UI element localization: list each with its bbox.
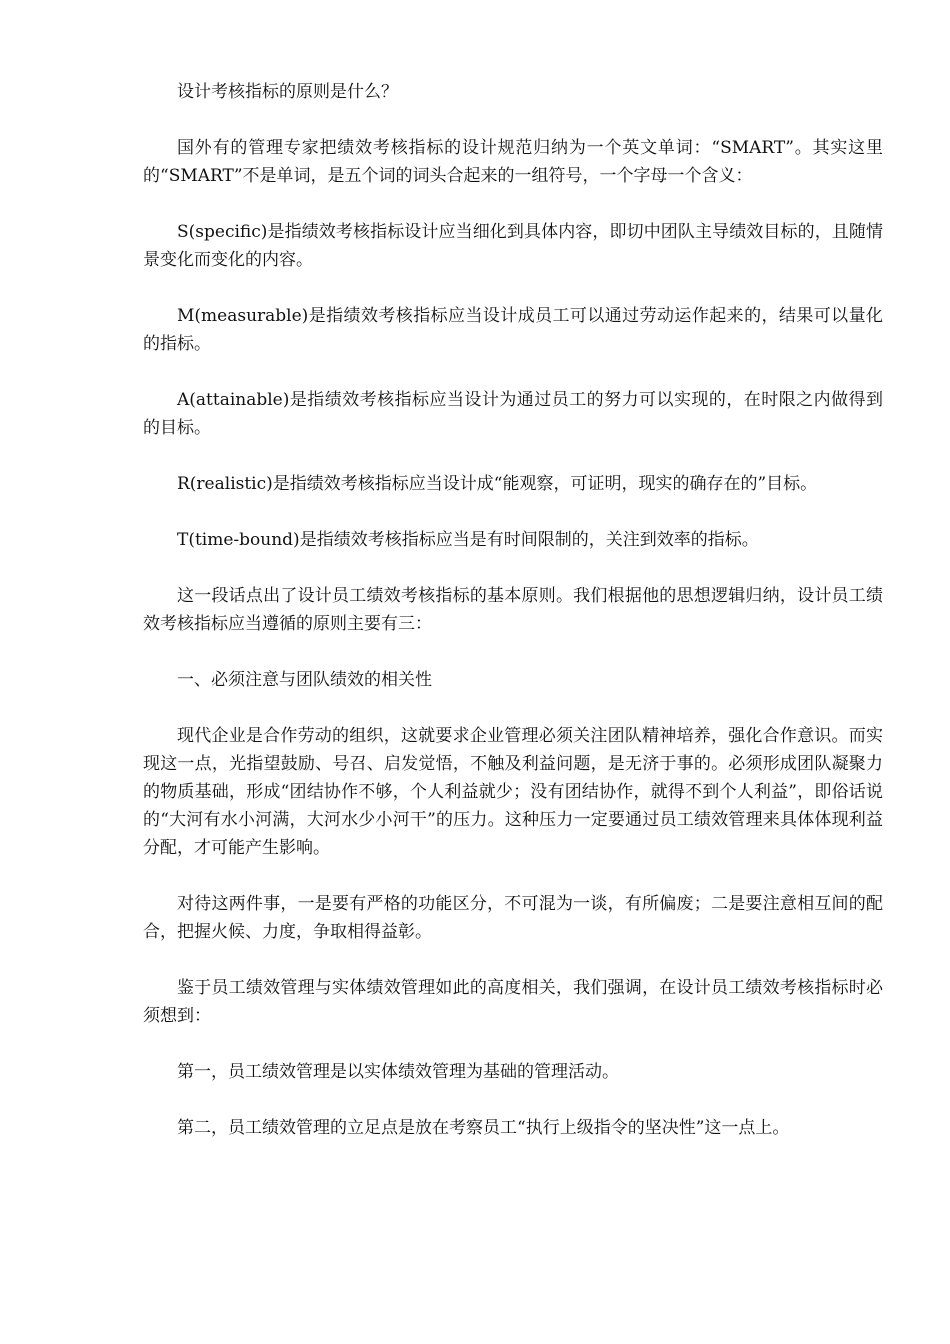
question-title: 设计考核指标的原则是什么？: [177, 82, 398, 102]
two-things-paragraph: 对待这两件事，一是要有严格的功能区分，不可混为一谈，有所偏废；二是要注意相互间的配合，把握火候、力度，争取相得益彰。: [143, 894, 883, 942]
section-heading-one: 一、必须注意与团队绩效的相关性: [177, 670, 432, 690]
document-body: [143, 78, 883, 1170]
smart-t-paragraph: T(time-bound)是指绩效考核指标应当是有时间限制的，关注到效率的指标。: [177, 530, 759, 550]
relevance-paragraph: 鉴于员工绩效管理与实体绩效管理如此的高度相关，我们强调，在设计员工绩效考核指标时必须想到：: [143, 978, 883, 1026]
principles-summary-paragraph: 这一段话点出了设计员工绩效考核指标的基本原则。我们根据他的思想逻辑归纳，设计员工绩效考核指标应当遵循的原则主要有三：: [143, 586, 883, 634]
point-one-paragraph: 第一，员工绩效管理是以实体绩效管理为基础的管理活动。: [177, 1062, 619, 1082]
smart-m-paragraph: M(measurable)是指绩效考核指标应当设计成员工可以通过劳动运作起来的，结果可以量化的指标。: [143, 306, 883, 354]
smart-r-paragraph: R(realistic)是指绩效考核指标应当设计成“能观察，可证明，现实的确存在的”目标。: [177, 474, 818, 494]
smart-s-paragraph: S(specific)是指绩效考核指标设计应当细化到具体内容，即切中团队主导绩效目标的，且随情景变化而变化的内容。: [143, 222, 883, 270]
point-two-paragraph: 第二，员工绩效管理的立足点是放在考察员工“执行上级指令的坚决性”这一点上。: [177, 1118, 790, 1138]
smart-intro-paragraph: 国外有的管理专家把绩效考核指标的设计规范归纳为一个英文单词：“SMART”。其实这里的“SMART”不是单词，是五个词的词头合起来的一组符号，一个字母一个含义：: [143, 138, 883, 186]
team-performance-paragraph: 现代企业是合作劳动的组织，这就要求企业管理必须关注团队精神培养，强化合作意识。而实现这一点，光指望鼓励、号召、启发觉悟，不触及利益问题，是无济于事的。必须形成团队凝聚力的物质基础，形成“团结协作不够，个人利益就少；没有团结协作，就得不到个人利益”，即俗话说的“大河有水小河满，大河水少小河干”的压力。这种压力一定要通过员工绩效管理来具体体现利益分配，才可能产生影响。: [143, 726, 883, 858]
smart-a-paragraph: A(attainable)是指绩效考核指标应当设计为通过员工的努力可以实现的，在时限之内做得到的目标。: [143, 390, 883, 438]
